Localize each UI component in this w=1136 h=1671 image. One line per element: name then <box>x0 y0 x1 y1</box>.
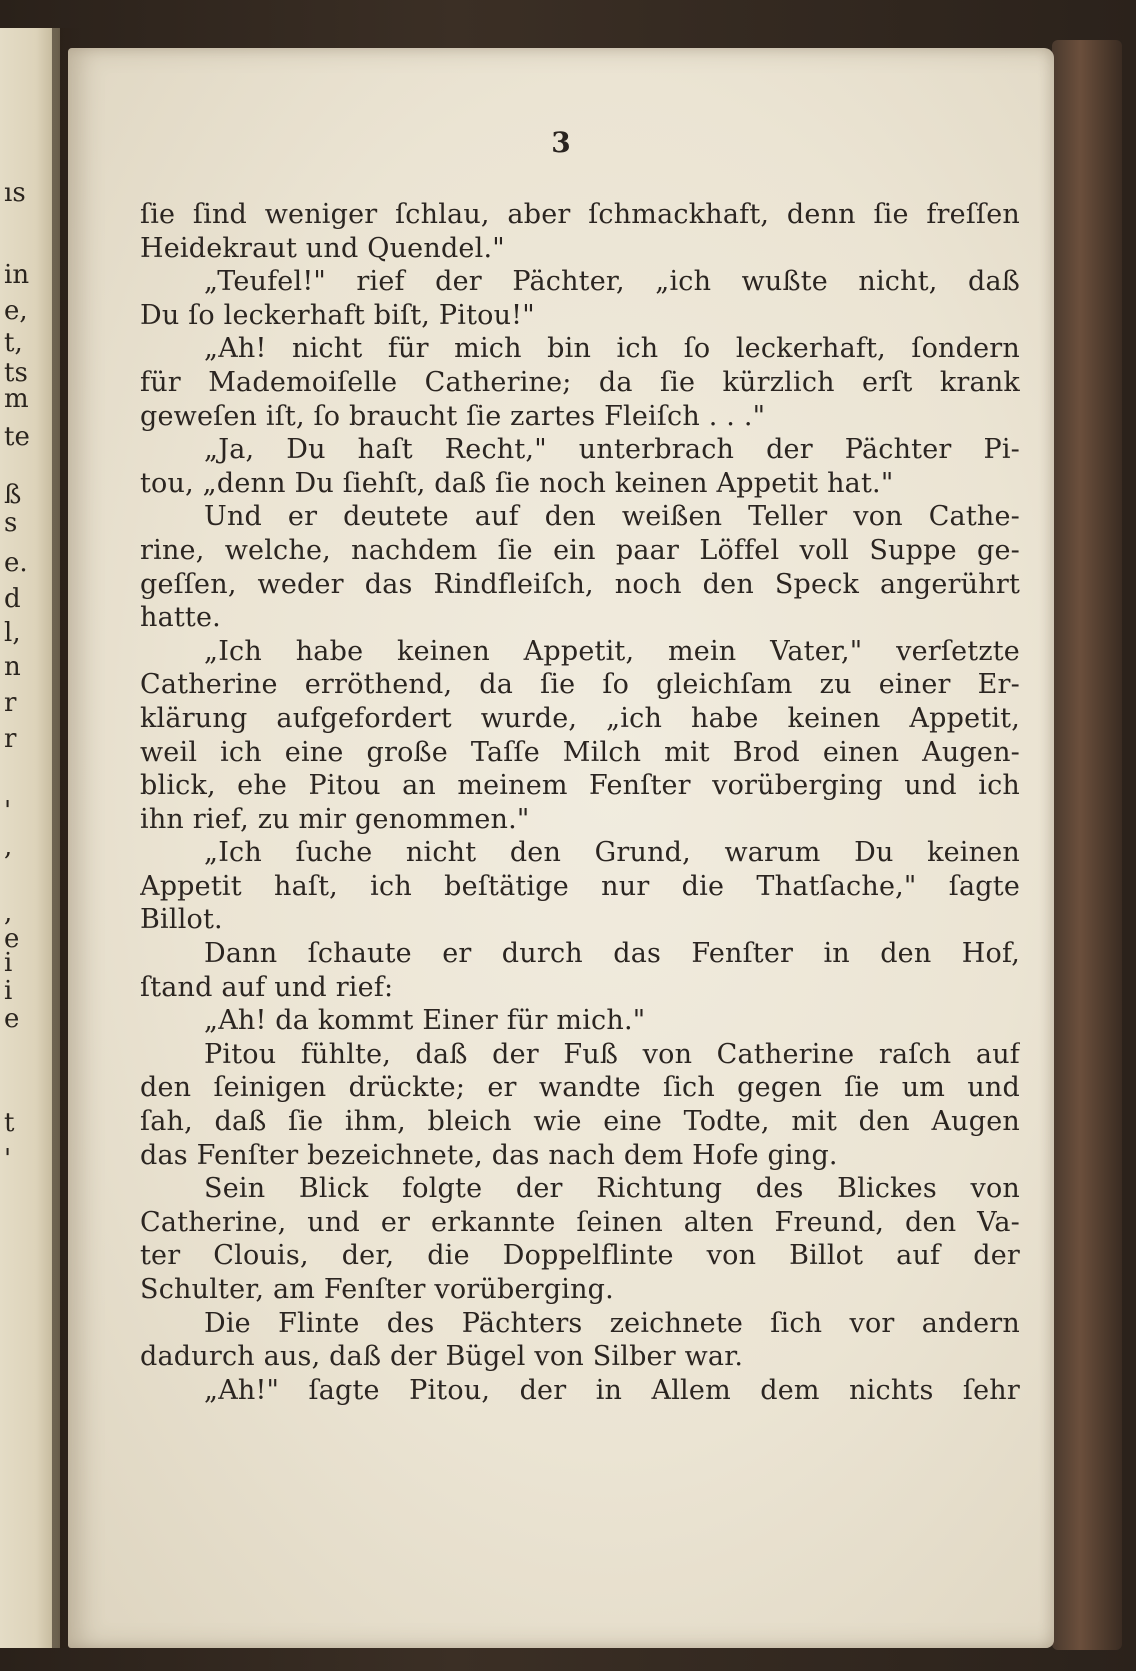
text-line: ter Clouis, der, die Doppelflinte von Billot auf der <box>140 1240 1020 1272</box>
text-line: „Ich ſuche nicht den Grund, warum Du keinen <box>204 837 1020 869</box>
left-page-fragment: l, <box>4 618 21 648</box>
text-line: ſie ſind weniger ſchlau, aber ſchmackhaft, denn ſie freſſen <box>140 199 1020 230</box>
text-line: Und er deutete auf den weißen Teller von Cathe- <box>204 501 1020 533</box>
left-page-fragment: e, <box>4 296 28 326</box>
left-page-fragment: r <box>4 688 17 718</box>
text-line: das Fenſter bezeichnete, das nach dem Hofe ging. <box>140 1139 838 1171</box>
text-line: klärung aufgefordert wurde, „ich habe keinen Appetit, <box>140 702 1020 734</box>
text-line: „Ah! da kommt Einer für mich." <box>204 1005 646 1037</box>
text-line: den ſeinigen drückte; er wandte ſich gegen ſie um und <box>140 1072 1020 1104</box>
text-line: dadurch aus, daß der Bügel von Silber war. <box>140 1341 744 1373</box>
text-line: ſtand auf und rief: <box>140 971 394 1003</box>
left-page-fragment: s <box>4 508 18 538</box>
text-line: tou, „denn Du ſiehſt, daß ſie noch keinen Appetit hat." <box>140 467 894 499</box>
left-page-fragment: r <box>4 724 17 754</box>
text-line: geweſen iſt, ſo braucht ſie zartes Fleiſch . . ." <box>140 400 766 432</box>
text-line: Schulter, am Fenſter vorüberging. <box>140 1274 614 1305</box>
left-page-fragment: , <box>4 832 13 862</box>
text-line: Du ſo leckerhaft biſt, Pitou!" <box>140 299 535 331</box>
left-page-fragment: t <box>4 1108 15 1138</box>
left-page-fragment: ıs <box>4 178 26 208</box>
body-text <box>140 198 1020 1407</box>
text-line: weil ich eine große Taſſe Milch mit Brod einen Augen- <box>140 736 1020 768</box>
text-line: Catherine, und er erkannte ſeinen alten Freund, den Va- <box>140 1206 1020 1238</box>
text-line: „Ah!" ſagte Pitou, der in Allem dem nichts ſehr <box>204 1374 1020 1406</box>
page-number: 3 <box>551 126 571 159</box>
left-page-fragment: e <box>4 924 20 954</box>
left-page-fragment: ts <box>4 358 28 388</box>
text-line: Sein Blick folgte der Richtung des Blickes von <box>204 1173 1020 1205</box>
left-facing-page <box>0 28 60 1648</box>
left-page-fragment: te <box>4 422 30 452</box>
text-line: Catherine erröthend, da ſie ſo gleichſam zu einer Er- <box>140 669 1020 701</box>
text-line: „Ja, Du haſt Recht," unterbrach der Pächter Pi- <box>204 434 1020 466</box>
left-page-fragment: ' <box>4 1144 12 1174</box>
left-page-fragment: e <box>4 1004 20 1034</box>
text-line: Appetit haſt, ich beſtätige nur die Thatſache," ſagte <box>140 870 1020 902</box>
text-line: ihn rief, zu mir genommen." <box>140 803 530 835</box>
left-page-fragment: m <box>4 384 29 414</box>
text-line: Heidekraut und Quendel." <box>140 232 505 264</box>
left-page-fragment: in <box>4 260 30 290</box>
text-line: für Mademoiſelle Catherine; da ſie kürzlich erſt krank <box>140 366 1020 398</box>
text-line: hatte. <box>140 602 221 634</box>
text-line: rine, welche, nachdem ſie ein paar Löffel voll Suppe ge- <box>140 534 1020 566</box>
left-page-fragment: t, <box>4 328 23 358</box>
text-line: „Teufel!" rief der Pächter, „ich wußte nicht, daß <box>204 266 1020 298</box>
text-line: ſah, daß ſie ihm, bleich wie eine Todte, mit den Augen <box>140 1106 1020 1138</box>
text-line: „Ah! nicht für mich bin ich ſo leckerhaft, ſondern <box>204 333 1020 365</box>
text-line: Dann ſchaute er durch das Fenſter in den Hof, <box>204 938 1020 970</box>
left-page-fragment: ' <box>4 796 12 826</box>
left-page-fragment: ß <box>4 480 22 510</box>
left-page-text-fragments <box>0 28 60 1648</box>
right-page <box>68 48 1054 1648</box>
left-page-fragment: i <box>4 976 13 1006</box>
left-page-fragment: n <box>4 652 21 682</box>
text-line: Pitou fühlte, daß der Fuß von Catherine raſch auf <box>204 1038 1020 1070</box>
left-page-fragment: i <box>4 948 13 978</box>
text-line: Billot. <box>140 904 223 936</box>
left-page-fragment: e. <box>4 548 28 578</box>
cover-edge <box>1052 40 1122 1650</box>
text-line: blick, ehe Pitou an meinem Fenſter vorüberging und ich <box>140 770 1020 802</box>
left-page-fragment: d <box>4 584 21 614</box>
text-line: Die Flinte des Pächters zeichnete ſich vor andern <box>204 1307 1020 1339</box>
left-page-fragment: , <box>4 898 13 928</box>
text-line: „Ich habe keinen Appetit, mein Vater," verſetzte <box>204 635 1020 667</box>
text-line: geſſen, weder das Rindfleiſch, noch den Speck angerührt <box>140 568 1020 600</box>
